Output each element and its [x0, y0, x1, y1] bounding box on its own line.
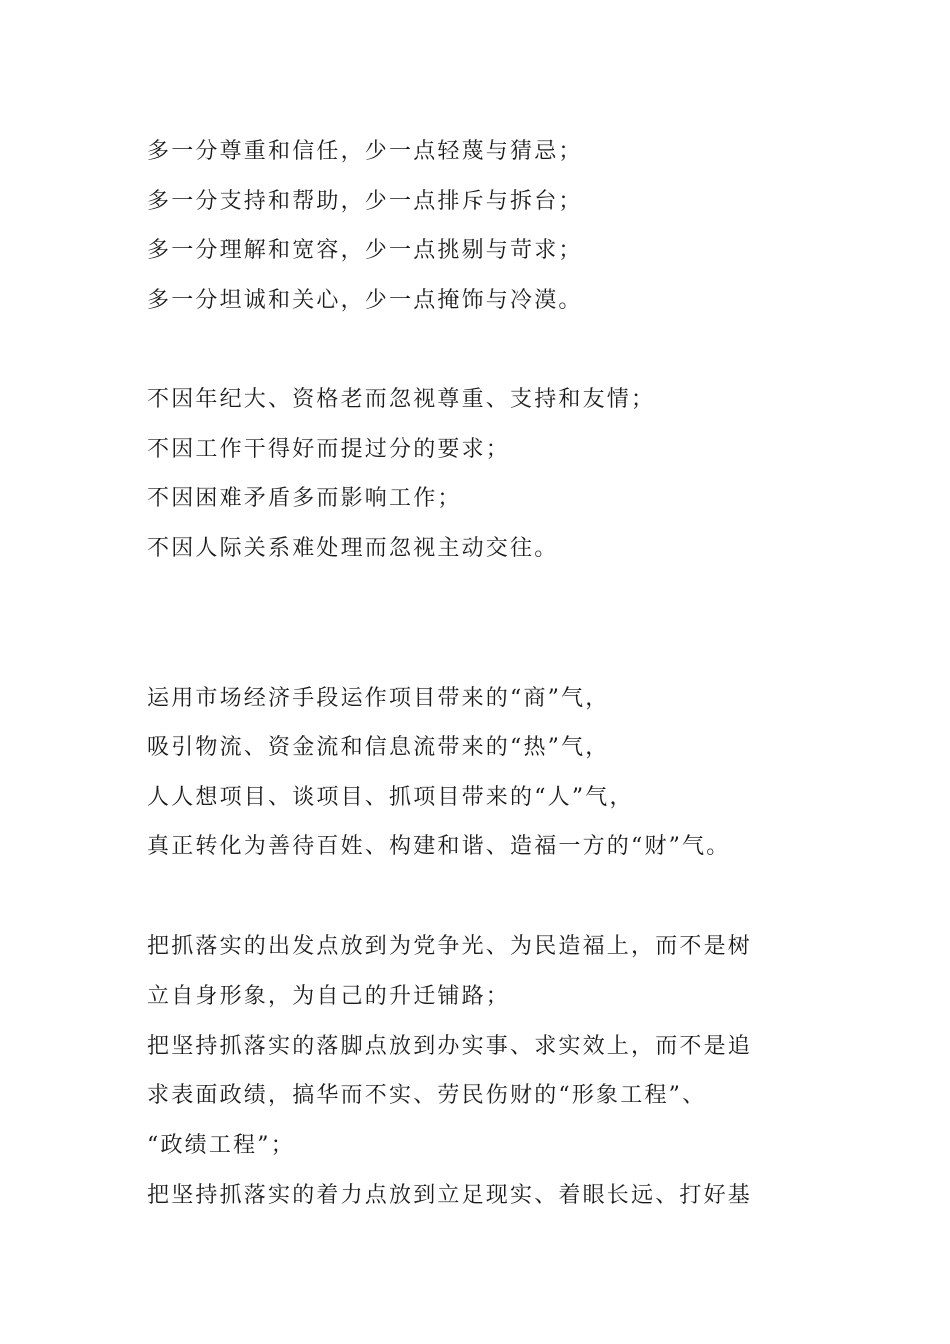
text-line: 运用市场经济手段运作项目带来的“商”气，: [147, 686, 610, 711]
text-line: 求表面政绩，搞华而不实、劳民伤财的“形象工程”、: [147, 1083, 707, 1108]
text-line: 真正转化为善待百姓、构建和谐、造福一方的“财”气。: [147, 834, 731, 859]
text-line: 立自身形象，为自己的升迁铺路；: [147, 984, 511, 1009]
text-line: 不因困难矛盾多而影响工作；: [147, 486, 462, 511]
text-line: 多一分支持和帮助，少一点排斥与拆台；: [147, 189, 583, 214]
text-line: 不因工作干得好而提过分的要求；: [147, 437, 511, 462]
text-line: 不因年纪大、资格老而忽视尊重、支持和友情；: [147, 387, 656, 412]
text-line: “政绩工程”；: [147, 1133, 295, 1158]
text-line: 人人想项目、谈项目、抓项目带来的“人”气，: [147, 785, 634, 810]
text-line: 把坚持抓落实的落脚点放到办实事、求实效上，而不是追: [147, 1034, 753, 1059]
text-line: 不因人际关系难处理而忽视主动交往。: [147, 536, 559, 561]
text-line: 把抓落实的出发点放到为党争光、为民造福上，而不是树: [147, 934, 753, 959]
text-line: 把坚持抓落实的着力点放到立足现实、着眼长远、打好基: [147, 1183, 753, 1208]
text-line: 多一分尊重和信任，少一点轻蔑与猜忌；: [147, 139, 583, 164]
text-line: 多一分理解和宽容，少一点挑剔与苛求；: [147, 238, 583, 263]
text-line: 多一分坦诚和关心，少一点掩饰与冷漠。: [147, 288, 583, 313]
text-line: 吸引物流、资金流和信息流带来的“热”气，: [147, 735, 610, 760]
